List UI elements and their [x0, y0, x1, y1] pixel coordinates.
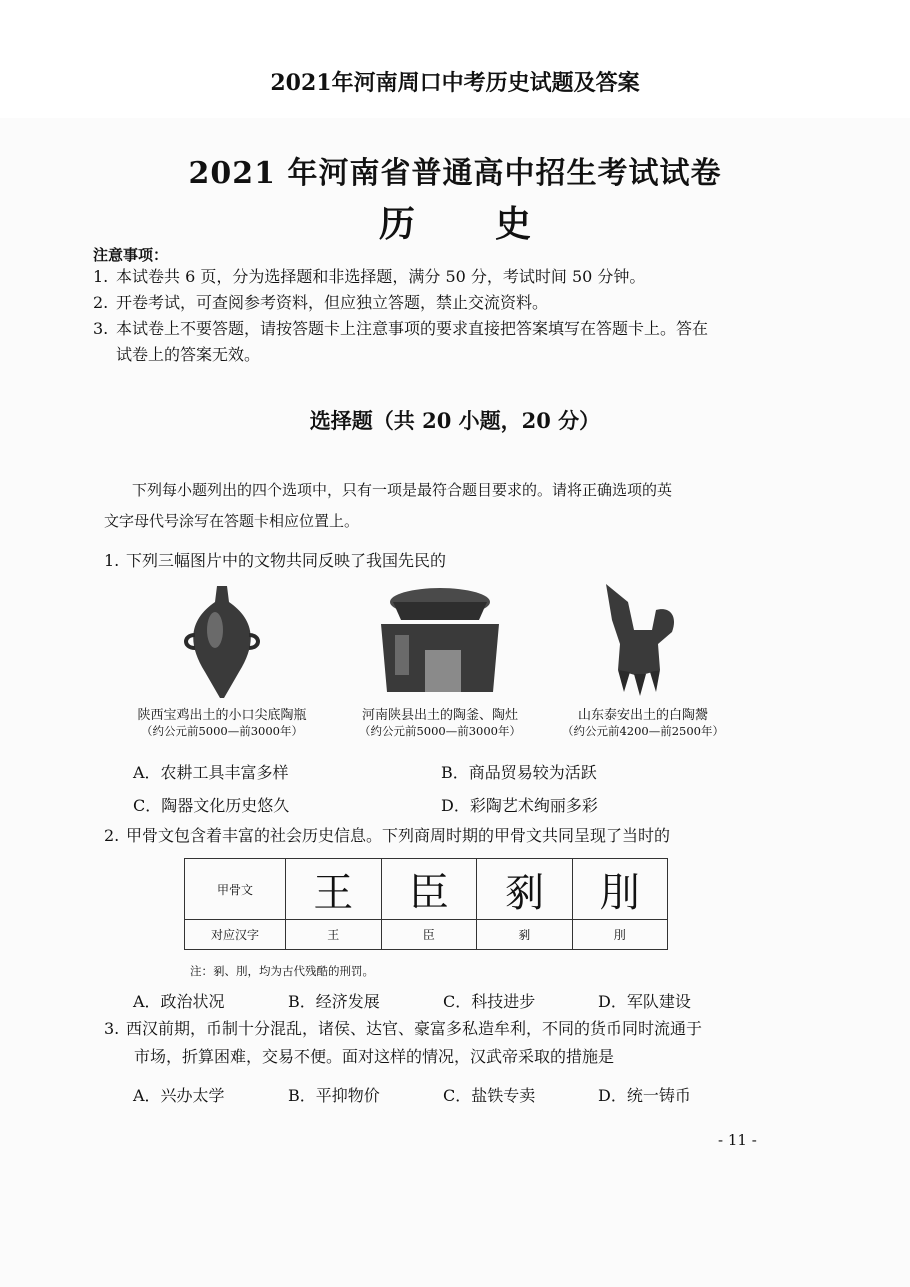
note-num: 3.: [93, 319, 109, 338]
artifact-date: （约公元前5000—前3000年）: [358, 724, 522, 738]
note-item-3: [93, 316, 773, 342]
pointed-bottom-jar-icon: [177, 580, 267, 700]
question-number: 3.: [104, 1019, 120, 1038]
q1-option-b: B．商品贸易较为活跃: [441, 763, 597, 782]
question-number: 1.: [104, 551, 120, 570]
q3-option-a: A．兴办太学: [133, 1086, 225, 1105]
question-1-stem: [104, 547, 446, 575]
oracle-glyph-4: 刖: [599, 869, 640, 916]
question-text: 西汉前期，币制十分混乱，诸侯、达官、豪富多私造牟利，不同的货币同时流通于: [126, 1019, 703, 1038]
q3-option-c: C．盐铁专卖: [443, 1086, 536, 1105]
artifact-date: （约公元前5000—前3000年）: [140, 724, 304, 738]
artifact-caption: 山东泰安出土的白陶鬶: [577, 708, 708, 723]
q1-option-d: D．彩陶艺术绚丽多彩: [441, 796, 598, 815]
note-item-3-cont: 试卷上的答案无效。: [116, 345, 261, 364]
page-number: - 11 -: [718, 1131, 757, 1149]
document-title: 2021年河南周口中考历史试题及答案: [270, 70, 640, 96]
oracle-glyph: [286, 859, 382, 920]
oracle-glyph-3: 剢: [504, 869, 545, 916]
q2-option-a: A．政治状况: [133, 992, 225, 1011]
oracle-glyph-1: 王: [313, 869, 354, 916]
note-num: 2.: [93, 293, 109, 312]
note-item-1: [93, 264, 645, 290]
question-text: 甲骨文包含着丰富的社会历史信息。下列商周时期的甲骨文共同呈现了当时的: [126, 826, 671, 845]
table-note: 注：剢、刖，均为古代残酷的刑罚。: [190, 964, 374, 978]
artifact-2: [340, 580, 540, 739]
note-item-2: [93, 290, 548, 316]
oracle-glyph: [381, 859, 477, 920]
notes-heading: 注意事项：: [93, 246, 169, 264]
artifact-3: [543, 580, 743, 739]
note-text: 本试卷上不要答题，请按答题卡上注意事项的要求直接把答案填写在答题卡上。答在: [116, 319, 709, 338]
artifact-caption: 陕西宝鸡出土的小口尖底陶瓶: [137, 708, 307, 723]
artifact-caption: 河南陕县出土的陶釜、陶灶: [361, 708, 518, 723]
row-header: 对应汉字: [185, 920, 286, 950]
oracle-bone-table: [184, 858, 668, 950]
artifact-date: （约公元前4200—前2500年）: [561, 724, 725, 738]
exam-title: 2021 年河南省普通高中招生考试试卷: [188, 156, 722, 191]
question-number: 2.: [104, 826, 120, 845]
note-num: 1.: [93, 267, 109, 286]
pottery-gui-icon: [598, 580, 688, 700]
oracle-glyph: [477, 859, 573, 920]
q2-option-b: B．经济发展: [288, 992, 380, 1011]
question-3-stem: [104, 1015, 702, 1043]
section-title: 选择题（共 20 小题，20 分）: [309, 408, 601, 433]
artifact-1: [122, 580, 322, 739]
instructions-line-2: 文字母代号涂写在答题卡相应位置上。: [104, 512, 360, 530]
subject-char-1: 历: [378, 203, 415, 245]
modern-char: 臣: [381, 920, 477, 950]
note-text: 本试卷共 6 页，分为选择题和非选择题，满分 50 分，考试时间 50 分钟。: [116, 267, 646, 286]
oracle-glyph-2: 臣: [408, 869, 449, 916]
q2-option-d: D．军队建设: [598, 992, 691, 1011]
modern-char: 刖: [572, 920, 668, 950]
q3-option-d: D．统一铸币: [598, 1086, 691, 1105]
instructions-line-1: 下列每小题列出的四个选项中，只有一项是最符合题目要求的。请将正确选项的英: [132, 481, 673, 499]
q3-option-b: B．平抑物价: [288, 1086, 380, 1105]
question-2-stem: [104, 822, 670, 850]
pottery-stove-icon: [375, 580, 505, 700]
oracle-glyph: [572, 859, 668, 920]
q1-option-c: C．陶器文化历史悠久: [133, 796, 290, 815]
question-3-stem-cont: 市场，折算困难，交易不便。面对这样的情况，汉武帝采取的措施是: [134, 1047, 615, 1066]
note-text: 开卷考试，可查阅参考资料，但应独立答题，禁止交流资料。: [116, 293, 549, 312]
subject-char-2: 史: [495, 203, 532, 245]
modern-char: 剢: [477, 920, 573, 950]
q2-option-c: C．科技进步: [443, 992, 536, 1011]
modern-char: 王: [286, 920, 382, 950]
row-header: 甲骨文: [185, 859, 286, 920]
q1-option-a: A．农耕工具丰富多样: [133, 763, 289, 782]
question-text: 下列三幅图片中的文物共同反映了我国先民的: [126, 551, 447, 570]
subject-title: [0, 196, 910, 247]
